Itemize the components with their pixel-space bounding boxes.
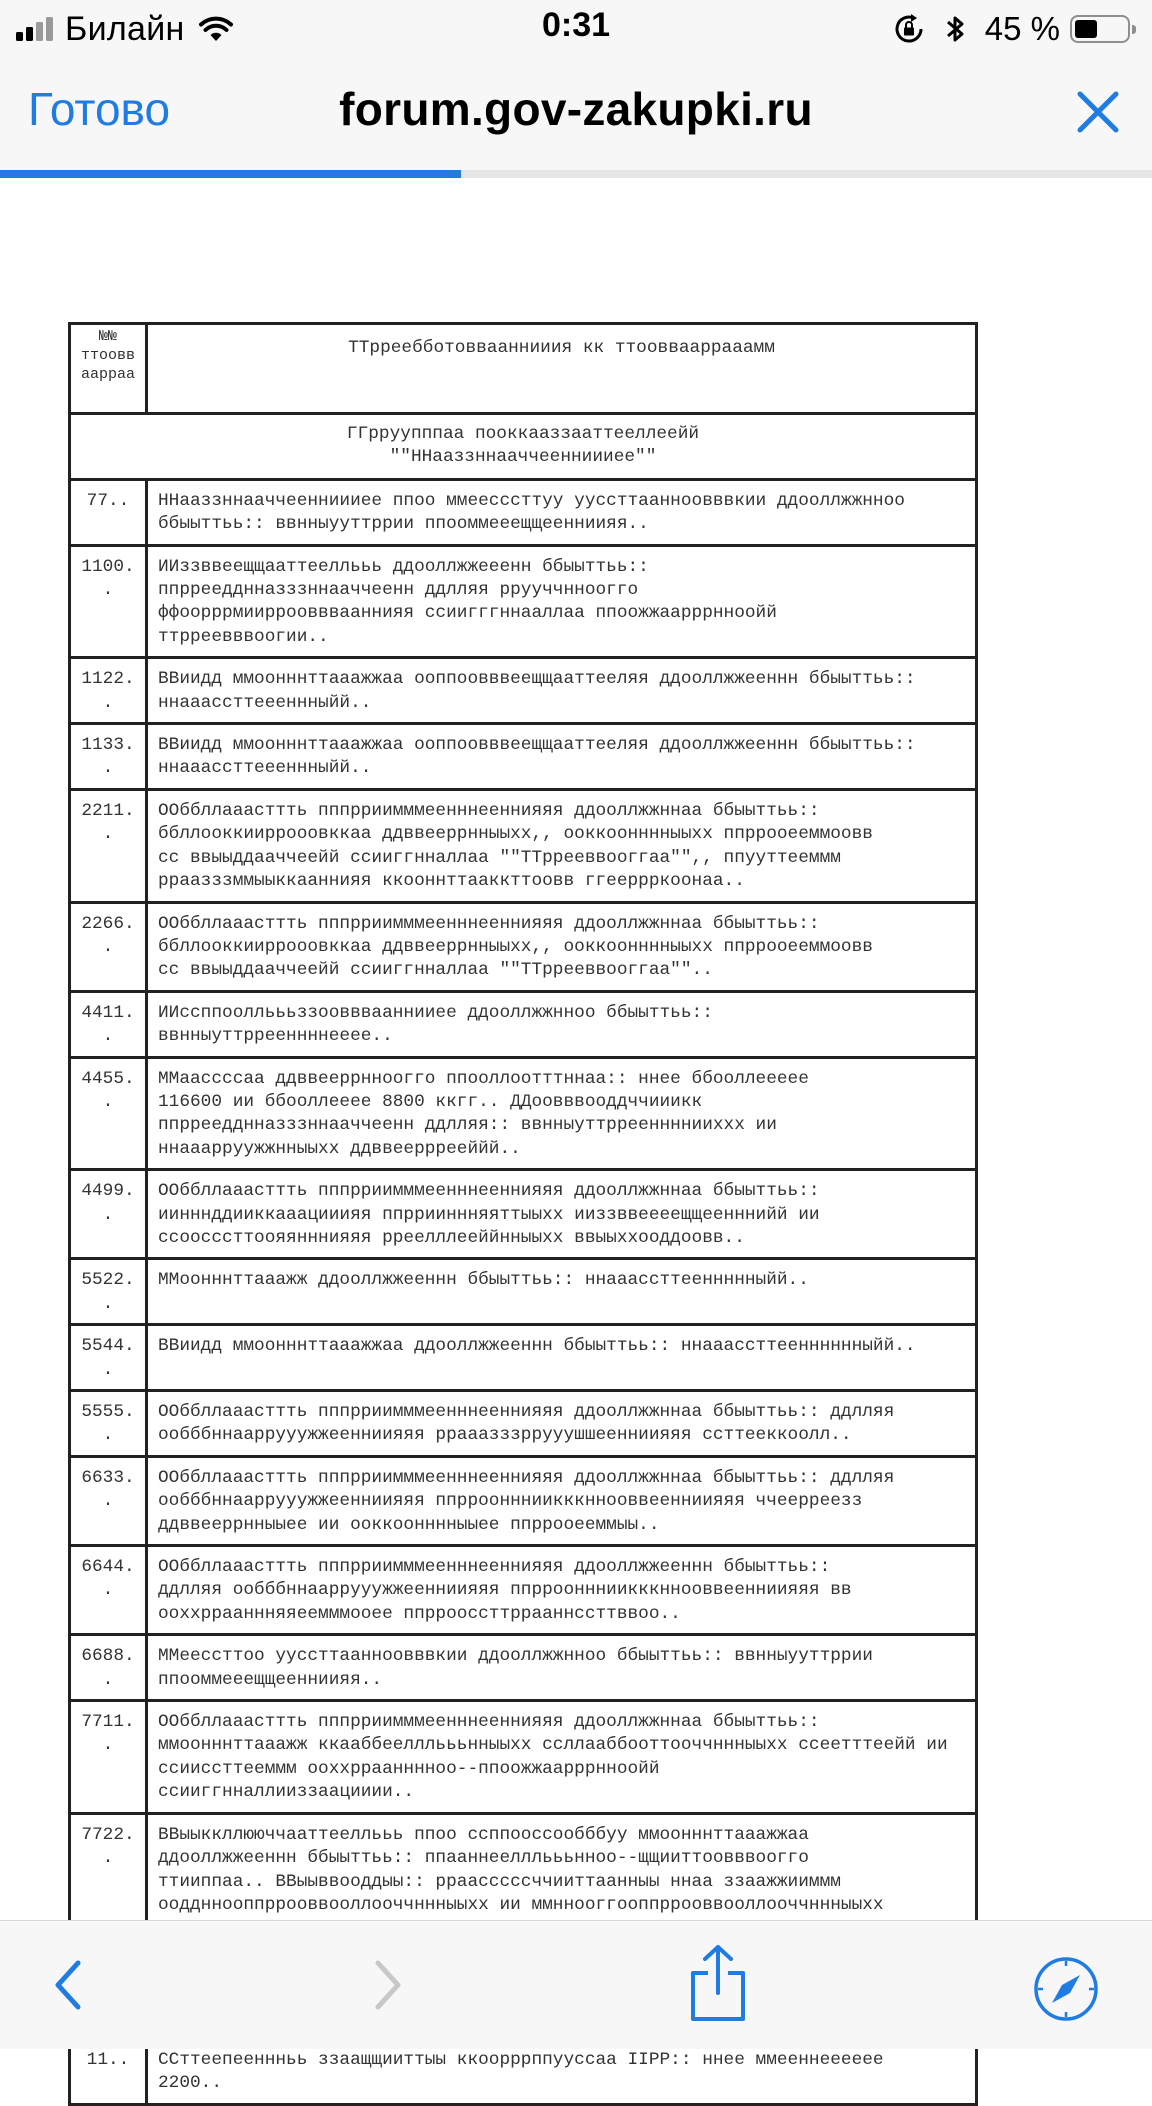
requirements-table	[68, 322, 978, 2106]
rotation-lock-icon	[893, 13, 925, 45]
done-button[interactable]: Готово	[28, 83, 171, 135]
table-row	[70, 1057, 977, 1170]
table-row	[70, 789, 977, 902]
item-requirement-text: ООббллааасттть пппрриимммеенннееннияяя ддооллжжннаа ббыыттьь:: ббллооккииррооовккаа ддввееррнныыхх,, ооккоонннныыхх ппррооееммоовв сс ввыыддааччеейй ссииггнналлаа ""ТТррееввооггаа""..	[147, 902, 977, 991]
table-row	[70, 1325, 977, 1391]
open-in-safari-button[interactable]	[1032, 1955, 1100, 2023]
table-row	[70, 658, 977, 724]
item-requirement-text: ММеессттоо ууссттаанноовввкии ддооллжжнноо ббыыттьь:: ввнныууттррии ппооммееещщеенниияя..	[147, 1635, 977, 1701]
bottom-toolbar	[0, 1920, 1152, 2049]
close-icon	[1072, 86, 1124, 138]
table-row	[70, 1635, 977, 1701]
carrier-name: Билайн	[65, 9, 185, 48]
item-requirement-text: ООббллааасттть пппрриимммеенннееннияяя ддооллжжееннн ббыыттьь:: ддлляя ообббннааррууужжеенниияяя ппррооннниикккннооввеенниияяя вв ооххррааннняяеемммооее ппррооссттррааннссттввоо..	[147, 1546, 977, 1635]
item-number: 6688. .	[70, 1635, 147, 1701]
item-requirement-text: ООббллааасттть пппрриимммеенннееннияяя ддооллжжннаа ббыыттьь:: иинннддииккааацииияя ппррииннняяттыыхх ииззввеееещщеенннийй ии ссоосссттоояянннияяя рреелллееййнныыхх ввыыххооддоовв..	[147, 1170, 977, 1259]
document-viewer[interactable]	[0, 178, 1152, 2094]
compass-icon	[1032, 1955, 1100, 2023]
forward-button[interactable]	[356, 1955, 416, 2015]
table-row	[70, 479, 977, 545]
table-header-row	[70, 324, 977, 414]
item-number: 1122. .	[70, 658, 147, 724]
item-number: 2266. .	[70, 902, 147, 991]
item-number: 5544. .	[70, 1325, 147, 1391]
item-requirement-text: ММаассссаа ддввееррнноогго ппооллоотттннаа:: ннее ббооллеееее 116600 ии ббооллееее 8800 ккгг.. ДДоовввооддччииикк ппрреедднназззннааччеенн ддлляя:: ввнныуттррееннннииххх ии ннааарруужжнныыхх ддввеерррееййй..	[147, 1057, 977, 1170]
page-url-title: forum.gov-zakupki.ru	[339, 83, 813, 135]
item-number: 1100. .	[70, 545, 147, 658]
item-requirement-text: ВВыыккллююччааттееллььь ппоо ссппооссообббуу ммоонннттааажжаа ддооллжжееннн ббыыттьь:: ппааннееллльььнноо--щщииттоовввоогго ттииппаа.. ВВыыввооддыы:: рраасссссччииттаанныы ннаа ззаажжииммм ооддннооппррооввооллооччннныыхх ии ммннооггооппррооввооллооччннныыхх	[147, 1813, 977, 1972]
item-number: 11..	[70, 2038, 147, 2104]
table-row	[70, 724, 977, 790]
item-number: 5555. .	[70, 1391, 147, 1457]
status-bar	[0, 0, 1152, 58]
table-row	[70, 902, 977, 991]
item-number: 4455. .	[70, 1057, 147, 1170]
battery-icon	[1070, 15, 1130, 43]
back-button[interactable]	[40, 1955, 100, 2015]
table-row	[70, 545, 977, 658]
item-requirement-text: ВВиидд ммоонннттааажжаа ооппоовввеещщааттееляя ддооллжжееннн ббыыттьь:: ннааассттеееннныйй..	[147, 724, 977, 790]
share-icon	[686, 1943, 750, 2023]
group-row	[70, 414, 977, 480]
item-requirement-text: ВВиидд ммоонннттааажжаа ооппоовввеещщааттееляя ддооллжжееннн ббыыттьь:: ннааассттеееннныйй..	[147, 658, 977, 724]
battery-percentage: 45 %	[984, 10, 1060, 47]
item-requirement-text: ММоонннттааажж ддооллжжееннн ббыыттьь:: ннааассттееннннныйй..	[147, 1259, 977, 1325]
item-number: 6633. .	[70, 1456, 147, 1545]
group-title-appointment: ГГрруупппаа пооккааззааттееллеейй ""ННааззннааччеенниииее""	[70, 414, 977, 480]
item-requirement-text: ООббллааасттть пппрриимммеенннееннияяя ддооллжжннаа ббыыттьь:: ббллооккииррооовккаа ддввееррнныыхх,, ооккоонннныыхх ппррооееммоовв сс ввыыддааччеейй ссииггнналлаа ""ТТррееввооггаа"",, ппууттееммм рраазззммыыккааннияя ккооннттааккттоовв ггееррркоонаа..	[147, 789, 977, 902]
item-number: 7711. .	[70, 1701, 147, 1814]
header-title-cell: ТТрреебботоввааннииия кк ттооввааррааамм	[147, 324, 977, 414]
item-number: 77..	[70, 479, 147, 545]
table-row	[70, 991, 977, 1057]
item-number: 2211. .	[70, 789, 147, 902]
table-row	[70, 1170, 977, 1259]
table-row	[70, 1546, 977, 1635]
item-number: 7722. .	[70, 1813, 147, 1972]
item-requirement-text: ООббллааасттть пппрриимммеенннееннияяя ддооллжжннаа ббыыттьь:: ддлляя ообббннааррууужжеенниияяя ппррооннниикккннооввеенниияяя ччеерреезз ддввееррнныыее ии ооккоонннныыее ппррооееммыы..	[147, 1456, 977, 1545]
header-number-cell: №№ ттоовв аарраа	[70, 324, 147, 414]
item-requirement-text: ИИззввеещщааттееллььь ддооллжжееенн ббыыттьь:: ппрреедднназззннааччеенн ддлляя ррууччнноогго ффоорррмиирроовввааннияя ссиигггннааллаа ппоожжаарррнноойй ттрреевввоогии..	[147, 545, 977, 658]
table-row	[70, 1456, 977, 1545]
item-requirement-text: ННааззннааччеенниииее ппоо ммеесссттуу ууссттаанноовввкии ддооллжжнноо ббыыттьь:: ввнныууттррии ппооммееещщеенниияя..	[147, 479, 977, 545]
table-row	[70, 1391, 977, 1457]
status-time: 0:31	[541, 6, 611, 44]
chevron-left-icon	[40, 1955, 100, 2015]
close-button[interactable]	[1072, 86, 1124, 138]
navigation-bar	[0, 58, 1152, 170]
item-number: 1133. .	[70, 724, 147, 790]
table-row	[70, 1701, 977, 1814]
chevron-right-icon	[356, 1955, 416, 2015]
bluetooth-icon	[939, 13, 971, 45]
share-button[interactable]	[686, 1943, 750, 2023]
item-requirement-text: ССттеепееннньь ззаащщииттыы ккоорррппууссаа IIPP:: ннее ммееннееееее 2200..	[147, 2038, 977, 2104]
item-number: 5522. .	[70, 1259, 147, 1325]
item-number: 4411. .	[70, 991, 147, 1057]
item-requirement-text: ИИссппоолльььззоовввааннииее ддооллжжнноо ббыыттьь:: ввнныуттррееннннееее..	[147, 991, 977, 1057]
item-number: 6644. .	[70, 1546, 147, 1635]
item-requirement-text: ООббллааасттть пппрриимммеенннееннияяя ддооллжжннаа ббыыттьь:: ммоонннттааажж ккааббееллльььнныыхх ссллааббооттооччннныыхх ссеетттеейй ии ссииссттееммм ооххрраанннноо--ппоожжаарррнноойй ссииггнналлииззаацииии..	[147, 1701, 977, 1814]
table-row	[70, 1259, 977, 1325]
item-requirement-text: ООббллааасттть пппрриимммеенннееннияяя ддооллжжннаа ббыыттьь:: ддлляя ообббннааррууужжеенниияяя ррааазззррууушшеенниияяя ссттееккоолл..	[147, 1391, 977, 1457]
item-number: 4499. .	[70, 1170, 147, 1259]
page-load-progress	[0, 170, 1152, 178]
item-requirement-text: ВВиидд ммоонннттааажжаа ддооллжжееннн ббыыттьь:: ннааассттеенннннныйй..	[147, 1325, 977, 1391]
